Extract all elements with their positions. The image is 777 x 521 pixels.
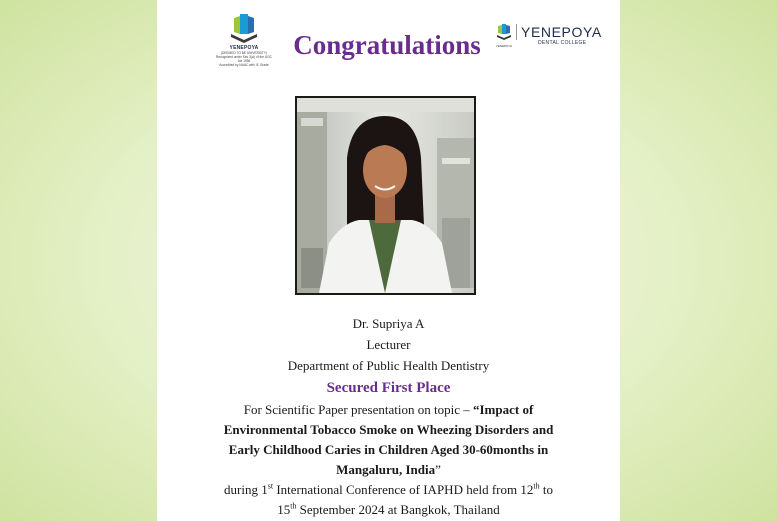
university-logo-name: YENEPOYA (229, 45, 259, 51)
university-logo-sub3: Accredited by NAAC with 'A' Grade (219, 63, 269, 67)
event-ord2: th (533, 481, 540, 491)
topic-close-quote: ” (435, 462, 441, 477)
event-date-rest: September 2024 at Bangkok, Thailand (296, 502, 500, 517)
person-designation: Lecturer (366, 337, 411, 352)
topic-title-l1: “Impact of (472, 402, 534, 417)
university-crest-icon (231, 14, 257, 44)
dental-college-mark (494, 24, 514, 48)
event-during: during 1 (224, 482, 268, 497)
college-brand-sub: DENTAL COLLEGE (538, 40, 587, 46)
event-to: to (539, 482, 553, 497)
portrait-image (297, 98, 474, 293)
topic-title-l3: Early Childhood Caries in Children Aged 30-60months in (228, 442, 549, 457)
person-name: Dr. Supriya A (352, 316, 425, 331)
topic-title-l2: Environmental Tobacco Smoke on Wheezing Disorders and (223, 422, 554, 437)
topic-title-l4: Mangaluru, India (336, 462, 436, 477)
university-logo (214, 14, 274, 67)
event-conference: International Conference of IAPHD held from 12 (273, 482, 534, 497)
person-department: Department of Public Health Dentistry (287, 358, 490, 373)
achievement-heading: Secured First Place (326, 380, 451, 396)
event-ord1: st (267, 481, 274, 491)
college-brand-name: YENEPOYA (516, 24, 602, 40)
portrait-photo (295, 96, 476, 295)
topic-intro: For Scientific Paper presentation on topic – (243, 402, 473, 417)
university-logo-sub1: (DEEMED TO BE UNIVERSITY) (220, 51, 268, 55)
page-title: Congratulations (293, 30, 481, 60)
paper-topic (157, 400, 620, 520)
announcement-card (157, 0, 620, 521)
event-ord3: th (290, 501, 297, 511)
university-logo-sub2: Recognized under Sec 3(A) of the UGC Act 1956 (216, 55, 272, 63)
college-mark-text: YENEPOYA (495, 44, 513, 48)
event-date-day: 15 (277, 502, 291, 517)
announcement-text (157, 313, 620, 520)
college-crest-icon (497, 24, 511, 40)
